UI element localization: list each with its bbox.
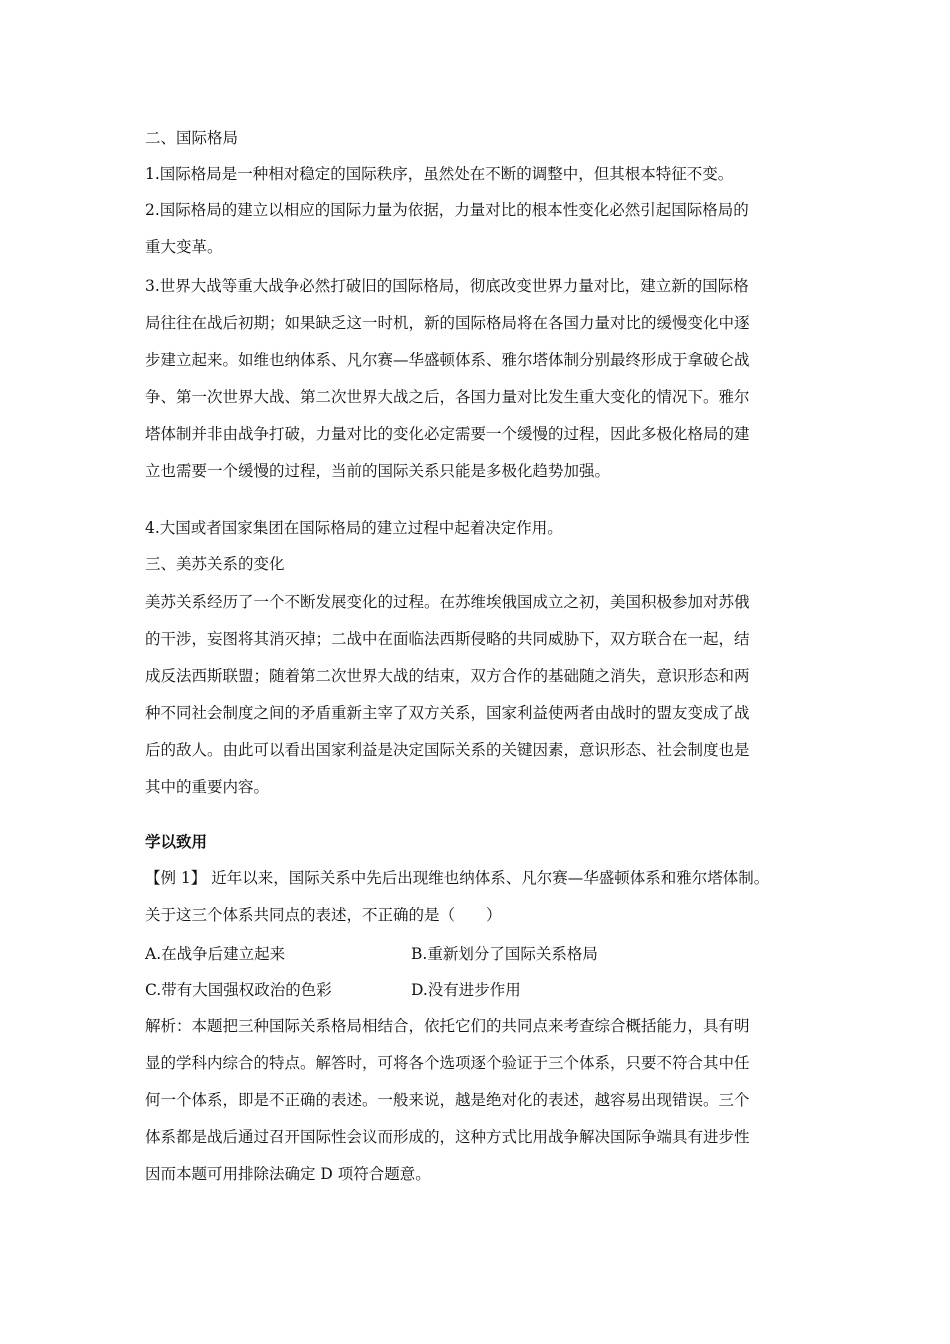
paragraph-line: 步建立起来。如维也纳体系、凡尔赛—华盛顿体系、雅尔塔体制分别最终形成于拿破仑战 xyxy=(145,351,750,369)
paragraph-line: 重大变革。 xyxy=(145,238,223,256)
paragraph-line: 其中的重要内容。 xyxy=(145,778,270,796)
paragraph-point-2 xyxy=(145,192,813,266)
section-heading-international-pattern: 二、国际格局 xyxy=(145,129,239,147)
section-heading-practice: 学以致用 xyxy=(145,833,208,851)
paragraph-line: 立也需要一个缓慢的过程，当前的国际关系只能是多极化趋势加强。 xyxy=(145,462,611,480)
options-row-2 xyxy=(145,972,521,1009)
paragraph-line: 2.国际格局的建立以相应的国际力量为依据，力量对比的根本性变化必然引起国际格局的 xyxy=(145,201,749,219)
paragraph-line: 的干涉，妄图将其消灭掉；二战中在面临法西斯侵略的共同威胁下，双方联合在一起，结 xyxy=(145,630,750,648)
analysis-line: 体系都是战后通过召开国际性会议而形成的，这种方式比用战争解决国际争端具有进步性 xyxy=(145,1128,750,1146)
paragraph-line: 塔体制并非由战争打破，力量对比的变化必定需要一个缓慢的过程，因此多极化格局的建 xyxy=(145,425,750,443)
paragraph-line: 成反法西斯联盟；随着第二次世界大战的结束，双方合作的基础随之消失，意识形态和两 xyxy=(145,667,750,685)
question-line: 关于这三个体系共同点的表述，不正确的是（ ） xyxy=(145,906,502,924)
paragraph-us-soviet xyxy=(145,584,813,806)
analysis-paragraph xyxy=(145,1008,813,1193)
option-a: A.在战争后建立起来 xyxy=(145,945,286,963)
paragraph-point-1: 1.国际格局是一种相对稳定的国际秩序，虽然处在不断的调整中，但其根本特征不变。 xyxy=(145,165,734,183)
paragraph-point-3 xyxy=(145,268,813,490)
section-heading-us-soviet-relations: 三、美苏关系的变化 xyxy=(145,555,285,573)
paragraph-line: 美苏关系经历了一个不断发展变化的过程。在苏维埃俄国成立之初，美国积极参加对苏俄 xyxy=(145,593,750,611)
question-line: 【例 1】 近年以来，国际关系中先后出现维也纳体系、凡尔赛—华盛顿体系和雅尔塔体制。 xyxy=(145,869,770,887)
paragraph-line: 后的敌人。由此可以看出国家利益是决定国际关系的关键因素，意识形态、社会制度也是 xyxy=(145,741,750,759)
option-b: B.重新划分了国际关系格局 xyxy=(411,945,598,963)
example-question xyxy=(145,860,813,934)
analysis-line: 解析：本题把三种国际关系格局相结合，依托它们的共同点来考查综合概括能力，具有明 xyxy=(145,1017,750,1035)
paragraph-line: 3.世界大战等重大战争必然打破旧的国际格局，彻底改变世界力量对比，建立新的国际格 xyxy=(145,277,749,295)
paragraph-line: 种不同社会制度之间的矛盾重新主宰了双方关系，国家利益使两者由战时的盟友变成了战 xyxy=(145,704,750,722)
option-c: C.带有大国强权政治的色彩 xyxy=(145,981,332,999)
options-row-1 xyxy=(145,936,598,973)
option-d: D.没有进步作用 xyxy=(411,981,521,999)
paragraph-point-4: 4.大国或者国家集团在国际格局的建立过程中起着决定作用。 xyxy=(145,519,563,537)
analysis-line: 何一个体系，即是不正确的表述。一般来说，越是绝对化的表述，越容易出现错误。三个 xyxy=(145,1091,750,1109)
analysis-line: 因而本题可用排除法确定 D 项符合题意。 xyxy=(145,1165,431,1183)
analysis-line: 显的学科内综合的特点。解答时，可将各个选项逐个验证于三个体系，只要不符合其中任 xyxy=(145,1054,750,1072)
paragraph-line: 局往往在战后初期；如果缺乏这一时机，新的国际格局将在各国力量对比的缓慢变化中逐 xyxy=(145,314,750,332)
paragraph-line: 争、第一次世界大战、第二次世界大战之后，各国力量对比发生重大变化的情况下。雅尔 xyxy=(145,388,750,406)
